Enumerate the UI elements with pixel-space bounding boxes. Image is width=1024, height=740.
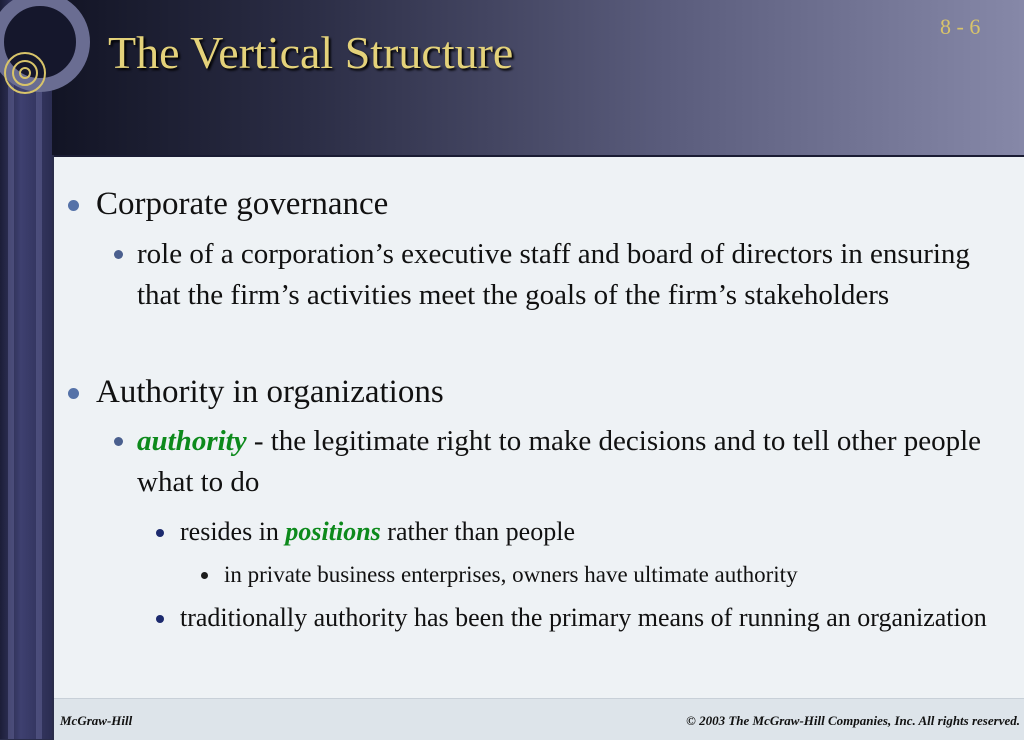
bullet-dot-icon bbox=[201, 572, 208, 579]
bullet-dot-icon bbox=[114, 437, 123, 446]
key-term: positions bbox=[285, 517, 381, 546]
slide-content bbox=[54, 155, 1024, 698]
bullet-level1 bbox=[96, 184, 976, 224]
bullet-level2 bbox=[137, 234, 1017, 316]
bullet-dot-icon bbox=[68, 200, 79, 211]
key-term: authority bbox=[137, 425, 247, 457]
concentric-circles-logo-icon bbox=[4, 52, 46, 94]
bullet-text: traditionally authority has been the primary means of running an organization bbox=[180, 603, 987, 632]
bullet-text: in private business enterprises, owners have ultimate authority bbox=[224, 562, 798, 587]
bullet-dot-icon bbox=[68, 388, 79, 399]
bullet-dot-icon bbox=[114, 250, 123, 259]
bullet-dot-icon bbox=[156, 529, 164, 537]
decoration-stripe bbox=[36, 60, 42, 739]
bullet-level2 bbox=[137, 421, 987, 503]
bullet-text: Authority in organizations bbox=[96, 374, 444, 410]
bullet-text: role of a corporation’s executive staff and board of directors in ensuring that the firm’s activities meet the goals of the firm’s stakeholders bbox=[137, 238, 970, 311]
slide-number: 8 - 6 bbox=[940, 14, 981, 39]
slide-footer bbox=[54, 698, 1024, 740]
bullet-text: resides in bbox=[180, 517, 286, 546]
bullet-level4 bbox=[224, 559, 984, 591]
bullet-level1 bbox=[96, 372, 976, 412]
footer-copyright: © 2003 The McGraw-Hill Companies, Inc. All rights reserved. bbox=[686, 713, 1020, 728]
slide-title: The Vertical Structure bbox=[108, 27, 514, 78]
bullet-text: - the legitimate right to make decisions and to tell other people what to do bbox=[137, 425, 982, 498]
bullet-dot-icon bbox=[156, 615, 164, 623]
left-decoration-band bbox=[0, 0, 52, 739]
bullet-level3 bbox=[180, 513, 1000, 551]
bullet-text: Corporate governance bbox=[96, 186, 389, 222]
bullet-text: rather than people bbox=[380, 517, 575, 546]
bullet-level3 bbox=[180, 599, 1000, 637]
decoration-stripe bbox=[8, 60, 14, 739]
footer-publisher: McGraw-Hill bbox=[60, 713, 133, 728]
